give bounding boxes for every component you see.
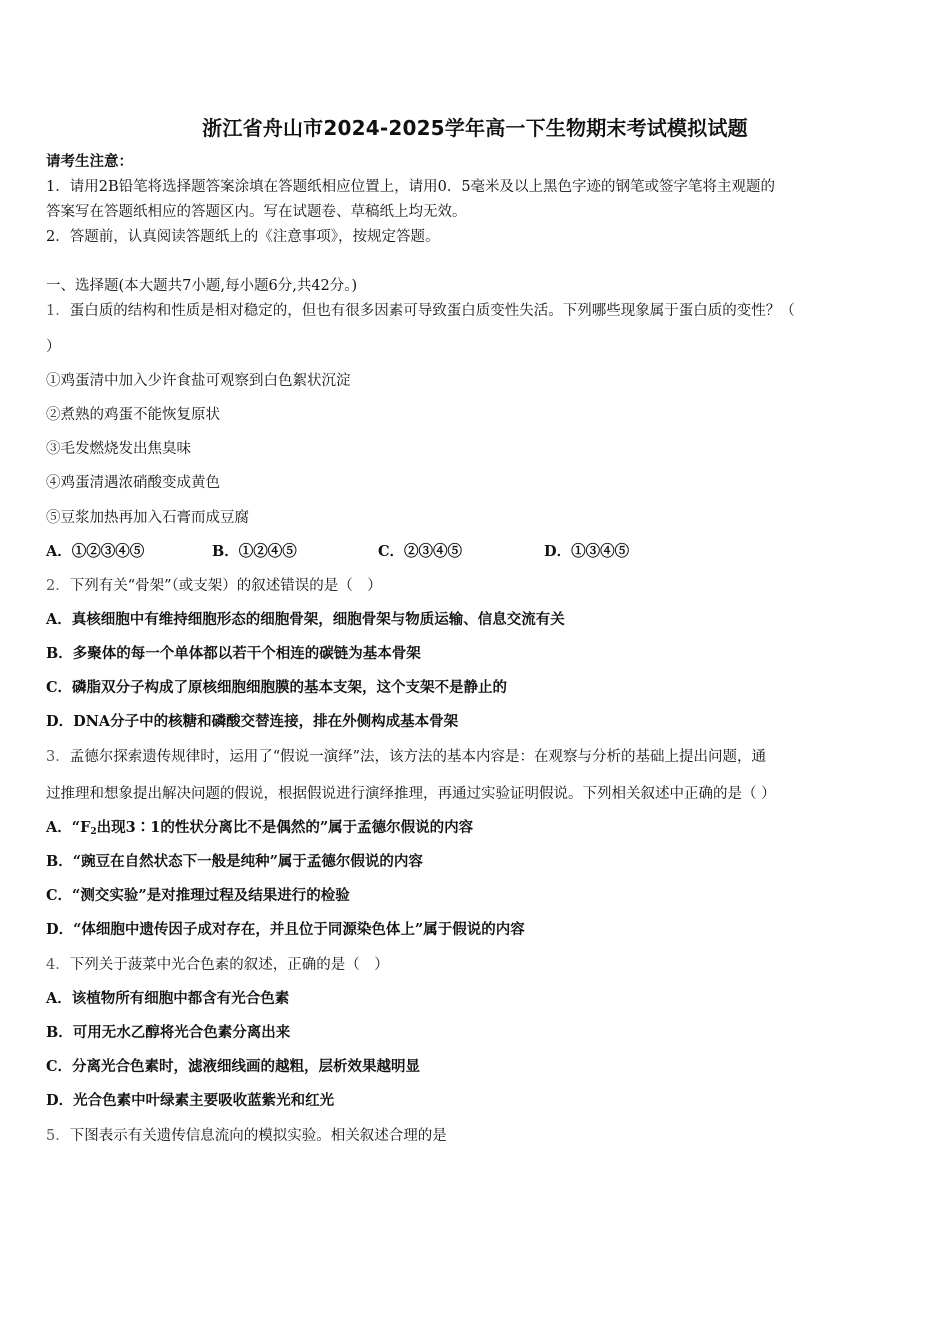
- question-1-item: ④鸡蛋清遇浓硝酸变成黄色: [46, 475, 220, 491]
- question-stem-text: 下列关于菠菜中光合色素的叙述，正确的是（ ）: [69, 957, 389, 973]
- question-number: 2．: [46, 578, 70, 594]
- question-1-options: [46, 542, 710, 562]
- question-3-option-a[interactable]: [46, 818, 473, 842]
- subscript-2: 2: [90, 827, 97, 837]
- question-stem-text: 孟德尔探索遗传规律时，运用了“假说一演绎”法，该方法的基本内容是：在观察与分析的基础上提出问题，通: [69, 749, 767, 765]
- option-a-text: 出现3∶1的性状分离比不是偶然的”属于孟德尔假说的内容: [96, 819, 474, 836]
- question-number: 3．: [46, 749, 70, 765]
- option-a-prefix: A．“F: [46, 819, 91, 836]
- question-1-item: ②煮熟的鸡蛋不能恢复原状: [46, 407, 220, 423]
- question-number: 5．: [46, 1128, 70, 1144]
- question-4-option-b[interactable]: B．可用无水乙醇将光合色素分离出来: [46, 1024, 291, 1041]
- question-2-option-c[interactable]: C．磷脂双分子构成了原核细胞细胞膜的基本支架，这个支架不是静止的: [46, 679, 508, 696]
- question-1-stem-cont: ）: [46, 339, 61, 355]
- question-3-stem: [46, 747, 766, 767]
- option-d[interactable]: D．①③④⑤: [544, 543, 630, 560]
- question-1-item: ③毛发燃烧发出焦臭味: [46, 441, 191, 457]
- question-2-stem: [46, 576, 382, 596]
- question-number: 1．: [46, 303, 70, 319]
- question-4-stem: [46, 955, 389, 975]
- question-3-stem-cont: 过推理和想象提出解决问题的假说，根据假说进行演绎推理，再通过实验证明假说。下列相关叙述中正确的是（ ）: [46, 786, 776, 802]
- section-heading: 一、选择题(本大题共7小题,每小题6分,共42分。): [46, 278, 358, 294]
- option-c[interactable]: C．②③④⑤: [378, 543, 463, 560]
- question-1-item: ⑤豆浆加热再加入石膏而成豆腐: [46, 510, 249, 526]
- question-3-option-b[interactable]: B．“豌豆在自然状态下一般是纯种”属于孟德尔假说的内容: [46, 853, 423, 870]
- question-3-option-c[interactable]: C．“测交实验”是对推理过程及结果进行的检验: [46, 887, 350, 904]
- notice-heading: 请考生注意：: [46, 153, 133, 170]
- question-4-option-c[interactable]: C．分离光合色素时，滤液细线画的越粗，层析效果越明显: [46, 1058, 421, 1075]
- question-stem-text: 下图表示有关遗传信息流向的模拟实验。相关叙述合理的是: [69, 1128, 447, 1144]
- option-a[interactable]: A．①②③④⑤: [46, 543, 145, 560]
- notice-item-1-line-1: 1．请用2B铅笔将选择题答案涂填在答题纸相应位置上，请用0．5毫米及以上黑色字迹的钢笔或签字笔将主观题的: [46, 179, 776, 195]
- notice-item-2: 2．答题前，认真阅读答题纸上的《注意事项》，按规定答题。: [46, 229, 440, 245]
- question-2-option-a[interactable]: A．真核细胞中有维持细胞形态的细胞骨架，细胞骨架与物质运输、信息交流有关: [46, 611, 565, 628]
- question-1-stem: [46, 301, 795, 321]
- question-number: 4．: [46, 957, 70, 973]
- question-stem-text: 蛋白质的结构和性质是相对稳定的，但也有很多因素可导致蛋白质变性失活。下列哪些现象属于蛋白质的变性？（: [69, 303, 795, 319]
- question-2-option-b[interactable]: B．多聚体的每一个单体都以若干个相连的碳链为基本骨架: [46, 645, 421, 662]
- notice-item-1-line-2: 答案写在答题纸相应的答题区内。写在试题卷、草稿纸上均无效。: [46, 204, 467, 220]
- question-5-stem: [46, 1126, 447, 1146]
- question-3-option-d[interactable]: D．“体细胞中遗传因子成对存在，并且位于同源染色体上”属于假说的内容: [46, 921, 525, 938]
- page-title: 浙江省舟山市2024-2025学年高一下生物期末考试模拟试题: [202, 116, 748, 140]
- option-b[interactable]: B．①②④⑤: [212, 543, 297, 560]
- question-1-item: ①鸡蛋清中加入少许食盐可观察到白色絮状沉淀: [46, 373, 351, 389]
- question-4-option-a[interactable]: A．该植物所有细胞中都含有光合色素: [46, 990, 290, 1007]
- question-2-option-d[interactable]: D．DNA分子中的核糖和磷酸交替连接，排在外侧构成基本骨架: [46, 713, 459, 730]
- question-stem-text: 下列有关“骨架”（或支架）的叙述错误的是（ ）: [69, 578, 382, 594]
- question-4-option-d[interactable]: D．光合色素中叶绿素主要吸收蓝紫光和红光: [46, 1092, 335, 1109]
